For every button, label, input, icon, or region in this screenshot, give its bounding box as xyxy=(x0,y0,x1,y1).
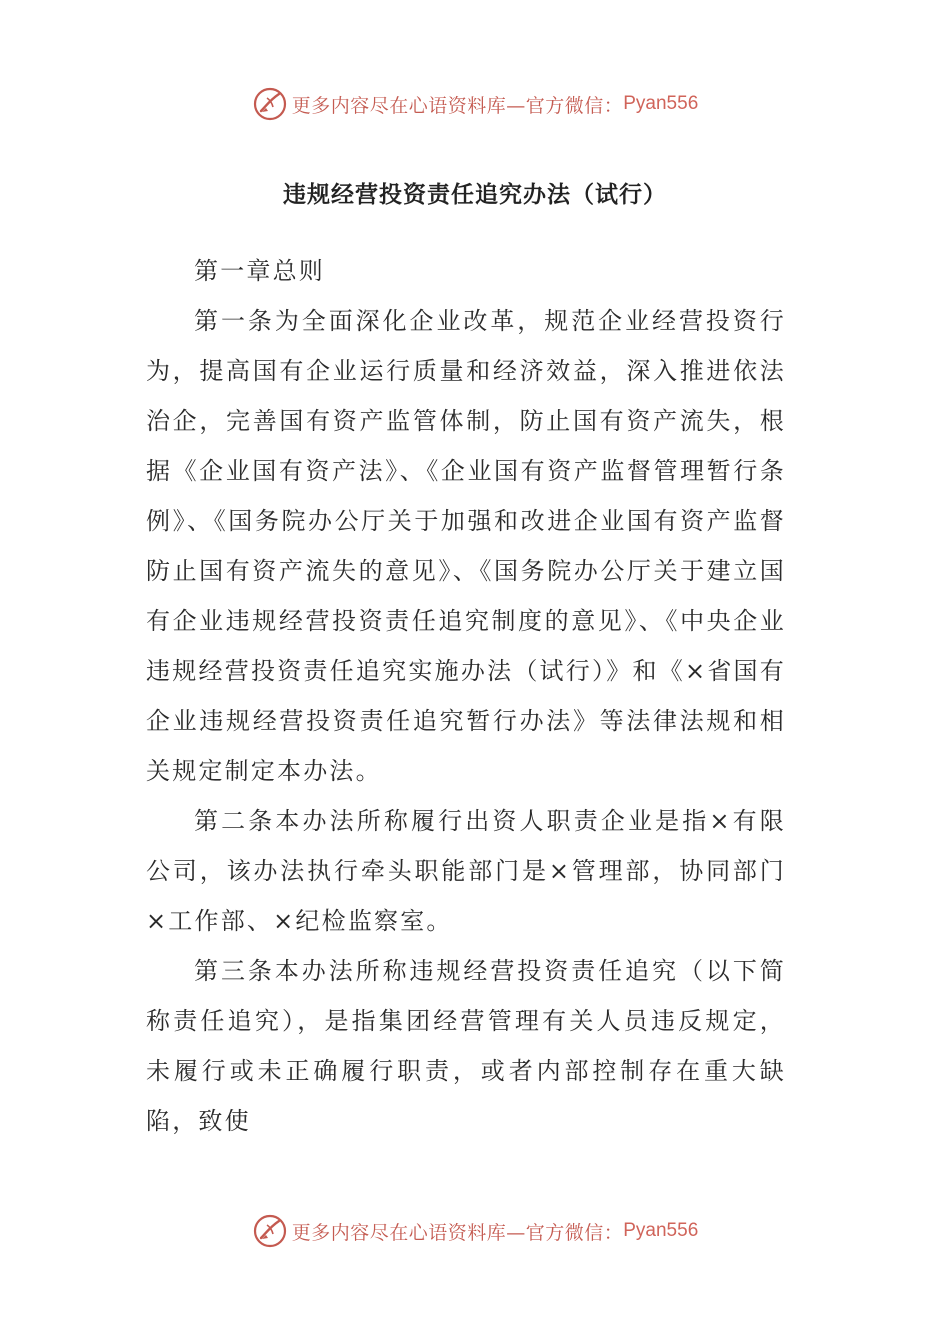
article-paragraph: 第三条本办法所称违规经营投资责任追究（以下简称责任追究），是指集团经营管理有关人员违反规定，未履行或未正确履行职责，或者内部控制存在重大缺陷，致使 xyxy=(146,957,786,1135)
watermark-wechat-id: Pyan556 xyxy=(623,1220,699,1241)
footer-watermark xyxy=(0,1211,950,1251)
article-paragraph: 第二条本办法所称履行出资人职责企业是指×有限公司，该办法执行牵头职能部门是×管理部，协同部门×工作部、×纪检监察室。 xyxy=(146,807,786,935)
document-body xyxy=(146,246,786,1146)
chapter-heading: 第一章总则 xyxy=(194,257,325,285)
document-title: 违规经营投资责任追究办法（试行） xyxy=(283,181,667,208)
watermark-text: 更多内容尽在心语资料库—官方微信： xyxy=(291,94,624,117)
header-watermark xyxy=(0,84,950,124)
pen-logo-icon xyxy=(252,1213,288,1249)
pen-logo-icon xyxy=(252,86,288,122)
watermark-text: 更多内容尽在心语资料库—官方微信： xyxy=(291,1221,624,1244)
article-paragraph: 第一条为全面深化企业改革，规范企业经营投资行为，提高国有企业运行质量和经济效益，深入推进依法治企，完善国有资产监管体制，防止国有资产流失，根据《企业国有资产法》、《企业国有资产监督管理暂行条例》、《国务院办公厅关于加强和改进企业国有资产监督防止国有资产流失的意见》、《国务院办公厅关于建立国有企业违规经营投资责任追究制度的意见》、《中央企业违规经营投资责任追究实施办法（试行）》和《×省国有企业违规经营投资责任追究暂行办法》等法律法规和相关规定制定本办法。 xyxy=(146,307,786,785)
watermark-wechat-id: Pyan556 xyxy=(623,93,699,114)
